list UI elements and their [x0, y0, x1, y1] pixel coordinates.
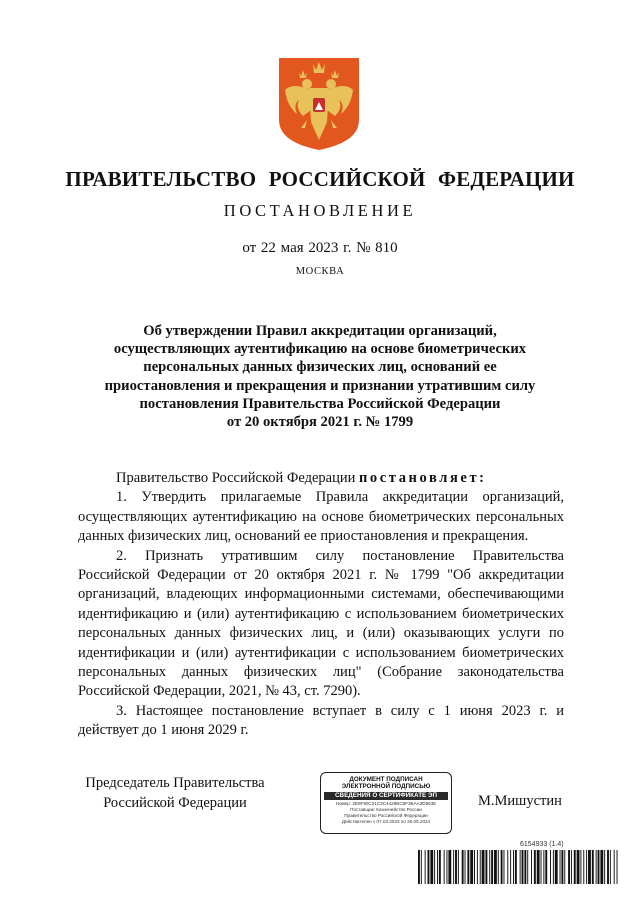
stamp-cert-header: СВЕДЕНИЯ О СЕРТИФИКАТЕ ЭП — [324, 792, 448, 800]
barcode-bar — [577, 850, 580, 884]
stamp-issuer: Правительство Российской Федерации — [344, 812, 428, 818]
barcode-bar — [617, 850, 618, 884]
paragraph-1: 1. Утвердить прилагаемые Правила аккредитации организаций, осуществляющих аутентификацию на основе биометрических персональных данных физических лиц, оснований ее приостановления и прекращения. — [78, 489, 564, 545]
barcode-bar — [504, 850, 505, 884]
barcode-bar — [453, 850, 454, 884]
barcode-bar — [586, 850, 587, 884]
barcode-bar — [560, 850, 561, 884]
barcode-bar — [467, 850, 469, 884]
barcode-bar — [564, 850, 565, 884]
city: МОСКВА — [295, 266, 345, 277]
subject-line: осуществляющих аутентификацию на основе биометрических — [113, 341, 527, 358]
barcode-bar — [561, 850, 563, 884]
barcode-bar — [610, 850, 611, 884]
barcode-bar — [470, 850, 473, 884]
barcode-bar — [574, 850, 576, 884]
barcode-bar — [607, 850, 609, 884]
barcode-bar — [491, 850, 493, 884]
barcode-icon — [418, 850, 618, 884]
subject-line: приостановления и прекращения и признании утратившим силу — [104, 377, 536, 394]
barcode-bar — [598, 850, 600, 884]
barcode-bar — [545, 850, 547, 884]
barcode-bar — [588, 850, 591, 884]
coat-of-arms-icon — [277, 56, 361, 152]
barcode-bar — [583, 850, 584, 884]
barcode-bar — [596, 850, 597, 884]
barcode-bar — [507, 850, 508, 884]
document-subject — [84, 322, 556, 431]
barcode-bar — [439, 850, 441, 884]
barcode-bar — [474, 850, 475, 884]
subject-line: Об утверждении Правил аккредитации организаций, — [143, 323, 497, 339]
subject-line: постановления Правительства Российской Федерации — [139, 395, 501, 412]
barcode-bar — [458, 850, 459, 884]
barcode-bar — [580, 850, 581, 884]
preamble-emphasis: постановляет: — [358, 470, 487, 486]
barcode-bar — [515, 850, 517, 884]
barcode-bar — [485, 850, 487, 884]
stamp-issuer: Поставщик: Казначейство России — [350, 806, 422, 812]
barcode-bar — [555, 850, 558, 884]
barcode-bar — [462, 850, 464, 884]
barcode-bar — [527, 850, 528, 884]
barcode-bar — [425, 850, 426, 884]
barcode-bar — [465, 850, 466, 884]
subject-line: от 20 октября 2021 г. № 1799 — [226, 414, 414, 431]
preamble — [78, 469, 564, 488]
barcode-bar — [482, 850, 485, 884]
barcode-bar — [600, 850, 603, 884]
barcode-bar — [498, 850, 499, 884]
barcode-bar — [534, 850, 536, 884]
document-code: 6154933 (1.4) — [520, 841, 564, 848]
position-line: Российской Федерации — [103, 794, 247, 811]
document-body — [78, 469, 564, 741]
signatory-position — [66, 774, 284, 813]
position-line: Председатель Правительства — [85, 775, 265, 791]
stamp-validity: Действителен с 07.03.2023 по 30.05.2024 — [341, 818, 431, 824]
signatory-name: М.Мишустин — [478, 793, 562, 809]
barcode-bar — [541, 850, 542, 884]
barcode-bar — [444, 850, 445, 884]
barcode-bar — [604, 850, 605, 884]
barcode-bar — [494, 850, 497, 884]
subject-line: персональных данных физических лиц, оснований ее — [143, 359, 497, 376]
barcode-bar — [434, 850, 435, 884]
barcode-bar — [477, 850, 478, 884]
barcode-bar — [510, 850, 511, 884]
barcode-bar — [480, 850, 481, 884]
barcode-bar — [531, 850, 532, 884]
stamp-line: ЭЛЕКТРОННОЙ ПОДПИСЬЮ — [341, 783, 431, 791]
barcode-bar — [501, 850, 503, 884]
preamble-text: Правительство Российской Федерации — [116, 470, 359, 486]
date-and-number: от 22 мая 2023 г. № 810 — [242, 240, 398, 256]
e-signature-stamp — [320, 772, 452, 834]
barcode-bar — [592, 850, 594, 884]
barcode-bar — [520, 850, 521, 884]
barcode-bar — [550, 850, 551, 884]
document-type: ПОСТАНОВЛЕНИЕ — [223, 201, 417, 220]
barcode-bar — [522, 850, 524, 884]
barcode-bar — [455, 850, 457, 884]
barcode-bar — [428, 850, 430, 884]
barcode-bar — [448, 850, 451, 884]
barcode-bar — [543, 850, 544, 884]
barcode-bar — [513, 850, 514, 884]
government-title: ПРАВИТЕЛЬСТВО РОССИЙСКОЙ ФЕДЕРАЦИИ — [65, 167, 575, 191]
stamp-cert-number: Номер: 2E9F90C21C3C4428BC8F3BAA3D863E — [335, 800, 437, 806]
barcode-bar — [537, 850, 540, 884]
barcode-bar — [489, 850, 490, 884]
barcode-bar — [571, 850, 572, 884]
barcode-bar — [568, 850, 570, 884]
barcode-bar — [418, 850, 420, 884]
barcode-bar — [430, 850, 433, 884]
barcode-bar — [421, 850, 422, 884]
stamp-line: ДОКУМЕНТ ПОДПИСАН — [349, 776, 423, 783]
barcode-bar — [524, 850, 526, 884]
barcode-bar — [437, 850, 438, 884]
barcode-bar — [447, 850, 448, 884]
barcode-bar — [553, 850, 554, 884]
paragraph-3: 3. Настоящее постановление вступает в силу с 1 июня 2023 г. и действует до 1 июня 2029 г. — [78, 702, 564, 739]
barcode-bar — [614, 850, 615, 884]
paragraph-2: 2. Признать утратившим силу постановление Правительства Российской Федерации от 20 октября 2021 г. № 1799 "Об аккредитации организаций, владеющих информационными системами, обеспечивающими идентификацию и (или) аутентификацию с использованием биометрических персональных данных физических лиц, и (или) оказывающих услуги по идентификации и (или) аутентификации с использованием биометрических персональных данных физических лиц" (Собрание законодательства Российской Федерации, 2021, № 43, ст. 7290). — [78, 547, 564, 700]
